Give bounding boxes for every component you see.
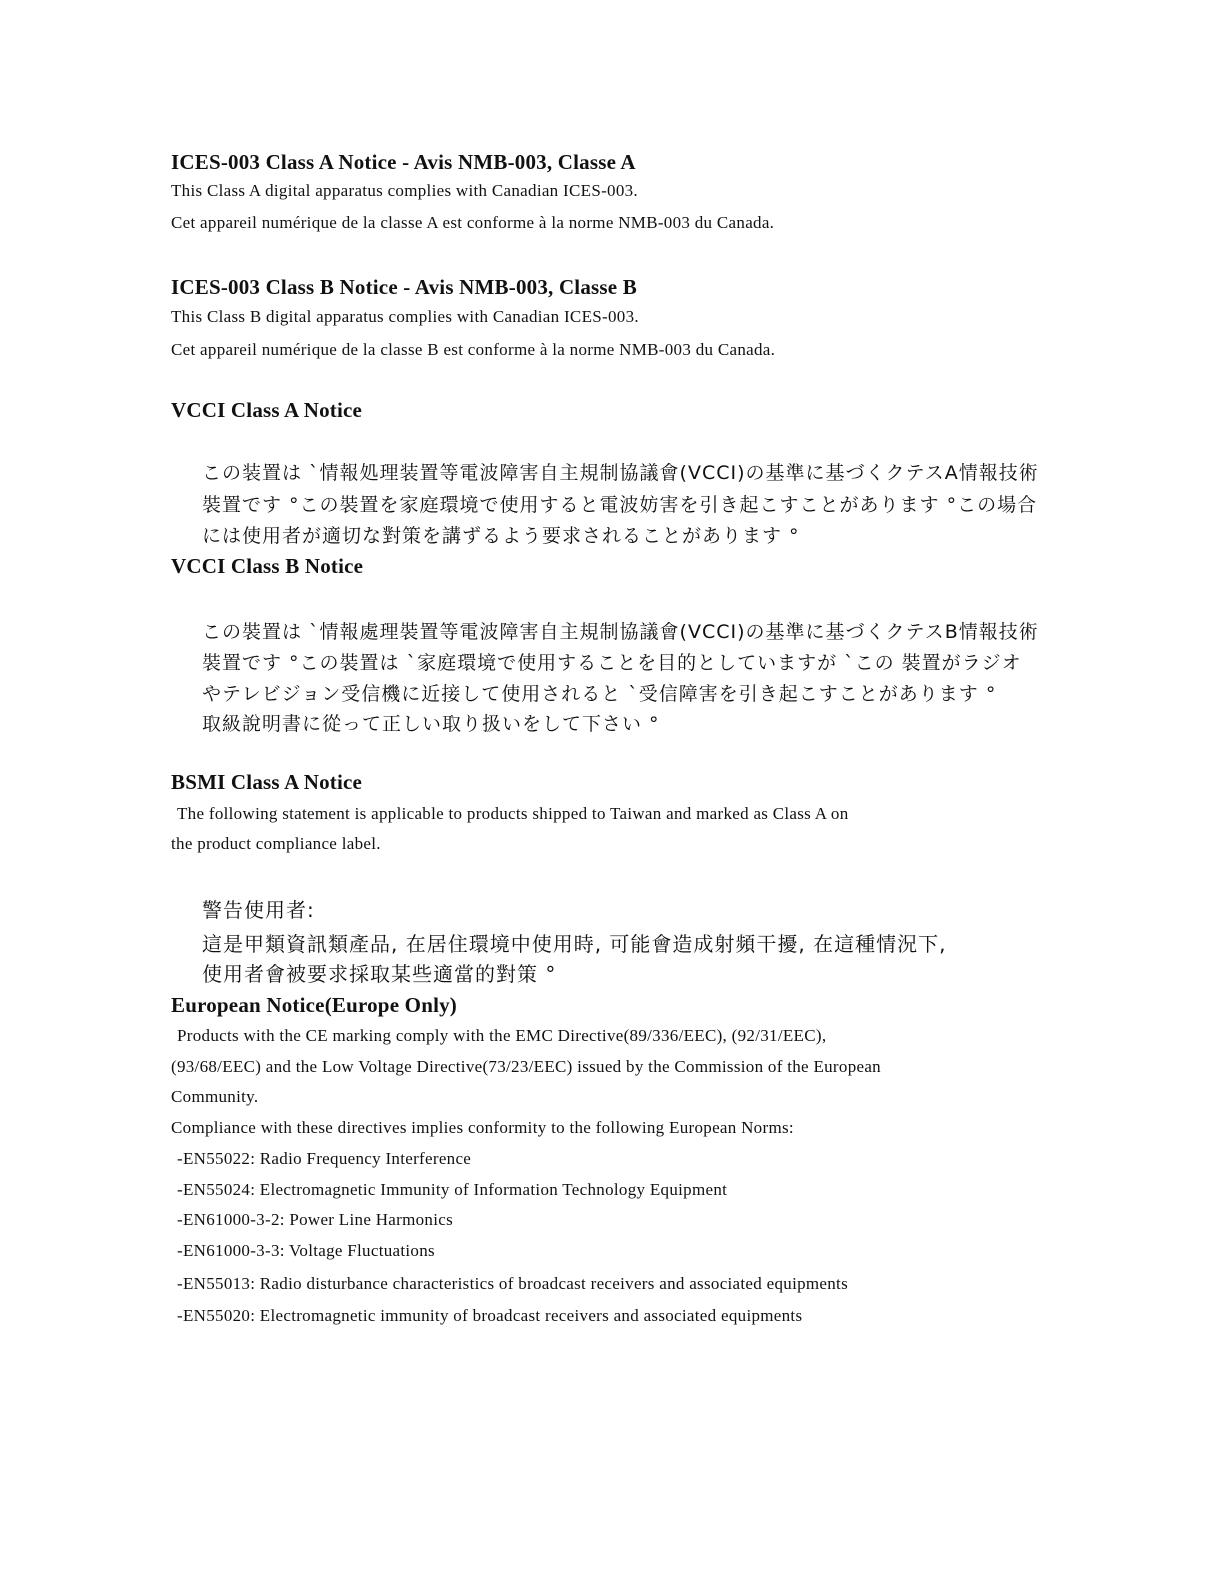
vcci-class-b-line-4: 取級說明書に從って正しい取り扱いをして下さい °	[202, 713, 660, 735]
ices-class-b-heading: ICES-003 Class B Notice - Avis NMB-003, Classe B	[171, 275, 637, 299]
vcci-class-b-line-2: 裝置です °この裝置は `家庭環境で使用することを目的としていますが `この 裝置がラジオ	[202, 652, 1022, 674]
european-norm-en61000-3-2: -EN61000-3-2: Power Line Harmonics	[177, 1210, 453, 1229]
european-norm-en55020: -EN55020: Electromagnetic immunity of broadcast receivers and associated equipments	[177, 1306, 803, 1325]
european-line-1: Products with the CE marking comply with the EMC Directive(89/336/EEC), (92/31/EEC),	[177, 1026, 827, 1045]
european-norm-en55013: -EN55013: Radio disturbance characteristics of broadcast receivers and associated equipments	[177, 1274, 849, 1293]
ices-class-b-line-1: This Class B digital apparatus complies with Canadian ICES-003.	[171, 307, 639, 326]
ices-class-a-heading: ICES-003 Class A Notice - Avis NMB-003, Classe A	[171, 150, 636, 174]
ices-class-a-line-1: This Class A digital apparatus complies with Canadian ICES-003.	[171, 181, 638, 200]
vcci-class-a-line-1: この装置は `情報処理装置等電波障害自主規制協議會(VCCI)の基準に基づくクテスA情報技術	[202, 462, 1039, 484]
ices-class-b-line-2: Cet appareil numérique de la classe B est conforme à la norme NMB-003 du Canada.	[171, 340, 776, 359]
bsmi-class-a-heading: BSMI Class A Notice	[171, 770, 363, 794]
european-line-4: Compliance with these directives implies conformity to the following European Norms:	[171, 1118, 794, 1137]
ices-class-a-line-2: Cet appareil numérique de la classe A est conforme à la norme NMB-003 du Canada.	[171, 213, 775, 232]
vcci-class-b-heading: VCCI Class B Notice	[171, 554, 364, 578]
vcci-class-b-line-1: この裝置は `情報處理裝置等電波障害自主規制協議會(VCCI)の基準に基づくクテスB情報技術	[202, 621, 1039, 643]
bsmi-warning-line-2: 這是甲類資訊類產品, 在居住環境中使用時, 可能會造成射頻干擾, 在這種情況下,	[202, 932, 947, 956]
european-line-3: Community.	[171, 1087, 259, 1106]
vcci-class-a-heading: VCCI Class A Notice	[171, 398, 363, 422]
vcci-class-b-line-3: やテレビジョン受信機に近接して使用されると `受信障害を引き起こすことがあります °	[202, 683, 997, 705]
bsmi-warning-line-3: 使用者會被要求採取某些適當的對策 °	[202, 962, 557, 986]
vcci-class-a-line-2: 裝置です °この裝置を家庭環境で使用すると電波妨害を引き起こすことがあります °この場合	[202, 494, 1038, 516]
bsmi-line-2: the product compliance label.	[171, 834, 381, 853]
european-norm-en55022: -EN55022: Radio Frequency Interference	[177, 1149, 472, 1168]
european-norm-en55024: -EN55024: Electromagnetic Immunity of Information Technology Equipment	[177, 1180, 728, 1199]
bsmi-line-1: The following statement is applicable to products shipped to Taiwan and marked as Class A on	[177, 804, 849, 823]
bsmi-warning-line-1: 警告使用者:	[202, 898, 315, 922]
european-line-2: (93/68/EEC) and the Low Voltage Directive(73/23/EEC) issued by the Commission of the European	[171, 1057, 881, 1076]
european-notice-heading: European Notice(Europe Only)	[171, 993, 458, 1017]
european-norm-en61000-3-3: -EN61000-3-3: Voltage Fluctuations	[177, 1241, 435, 1260]
vcci-class-a-line-3: には使用者が適切な對策を講ずるよう要求されることがあります °	[202, 525, 800, 547]
